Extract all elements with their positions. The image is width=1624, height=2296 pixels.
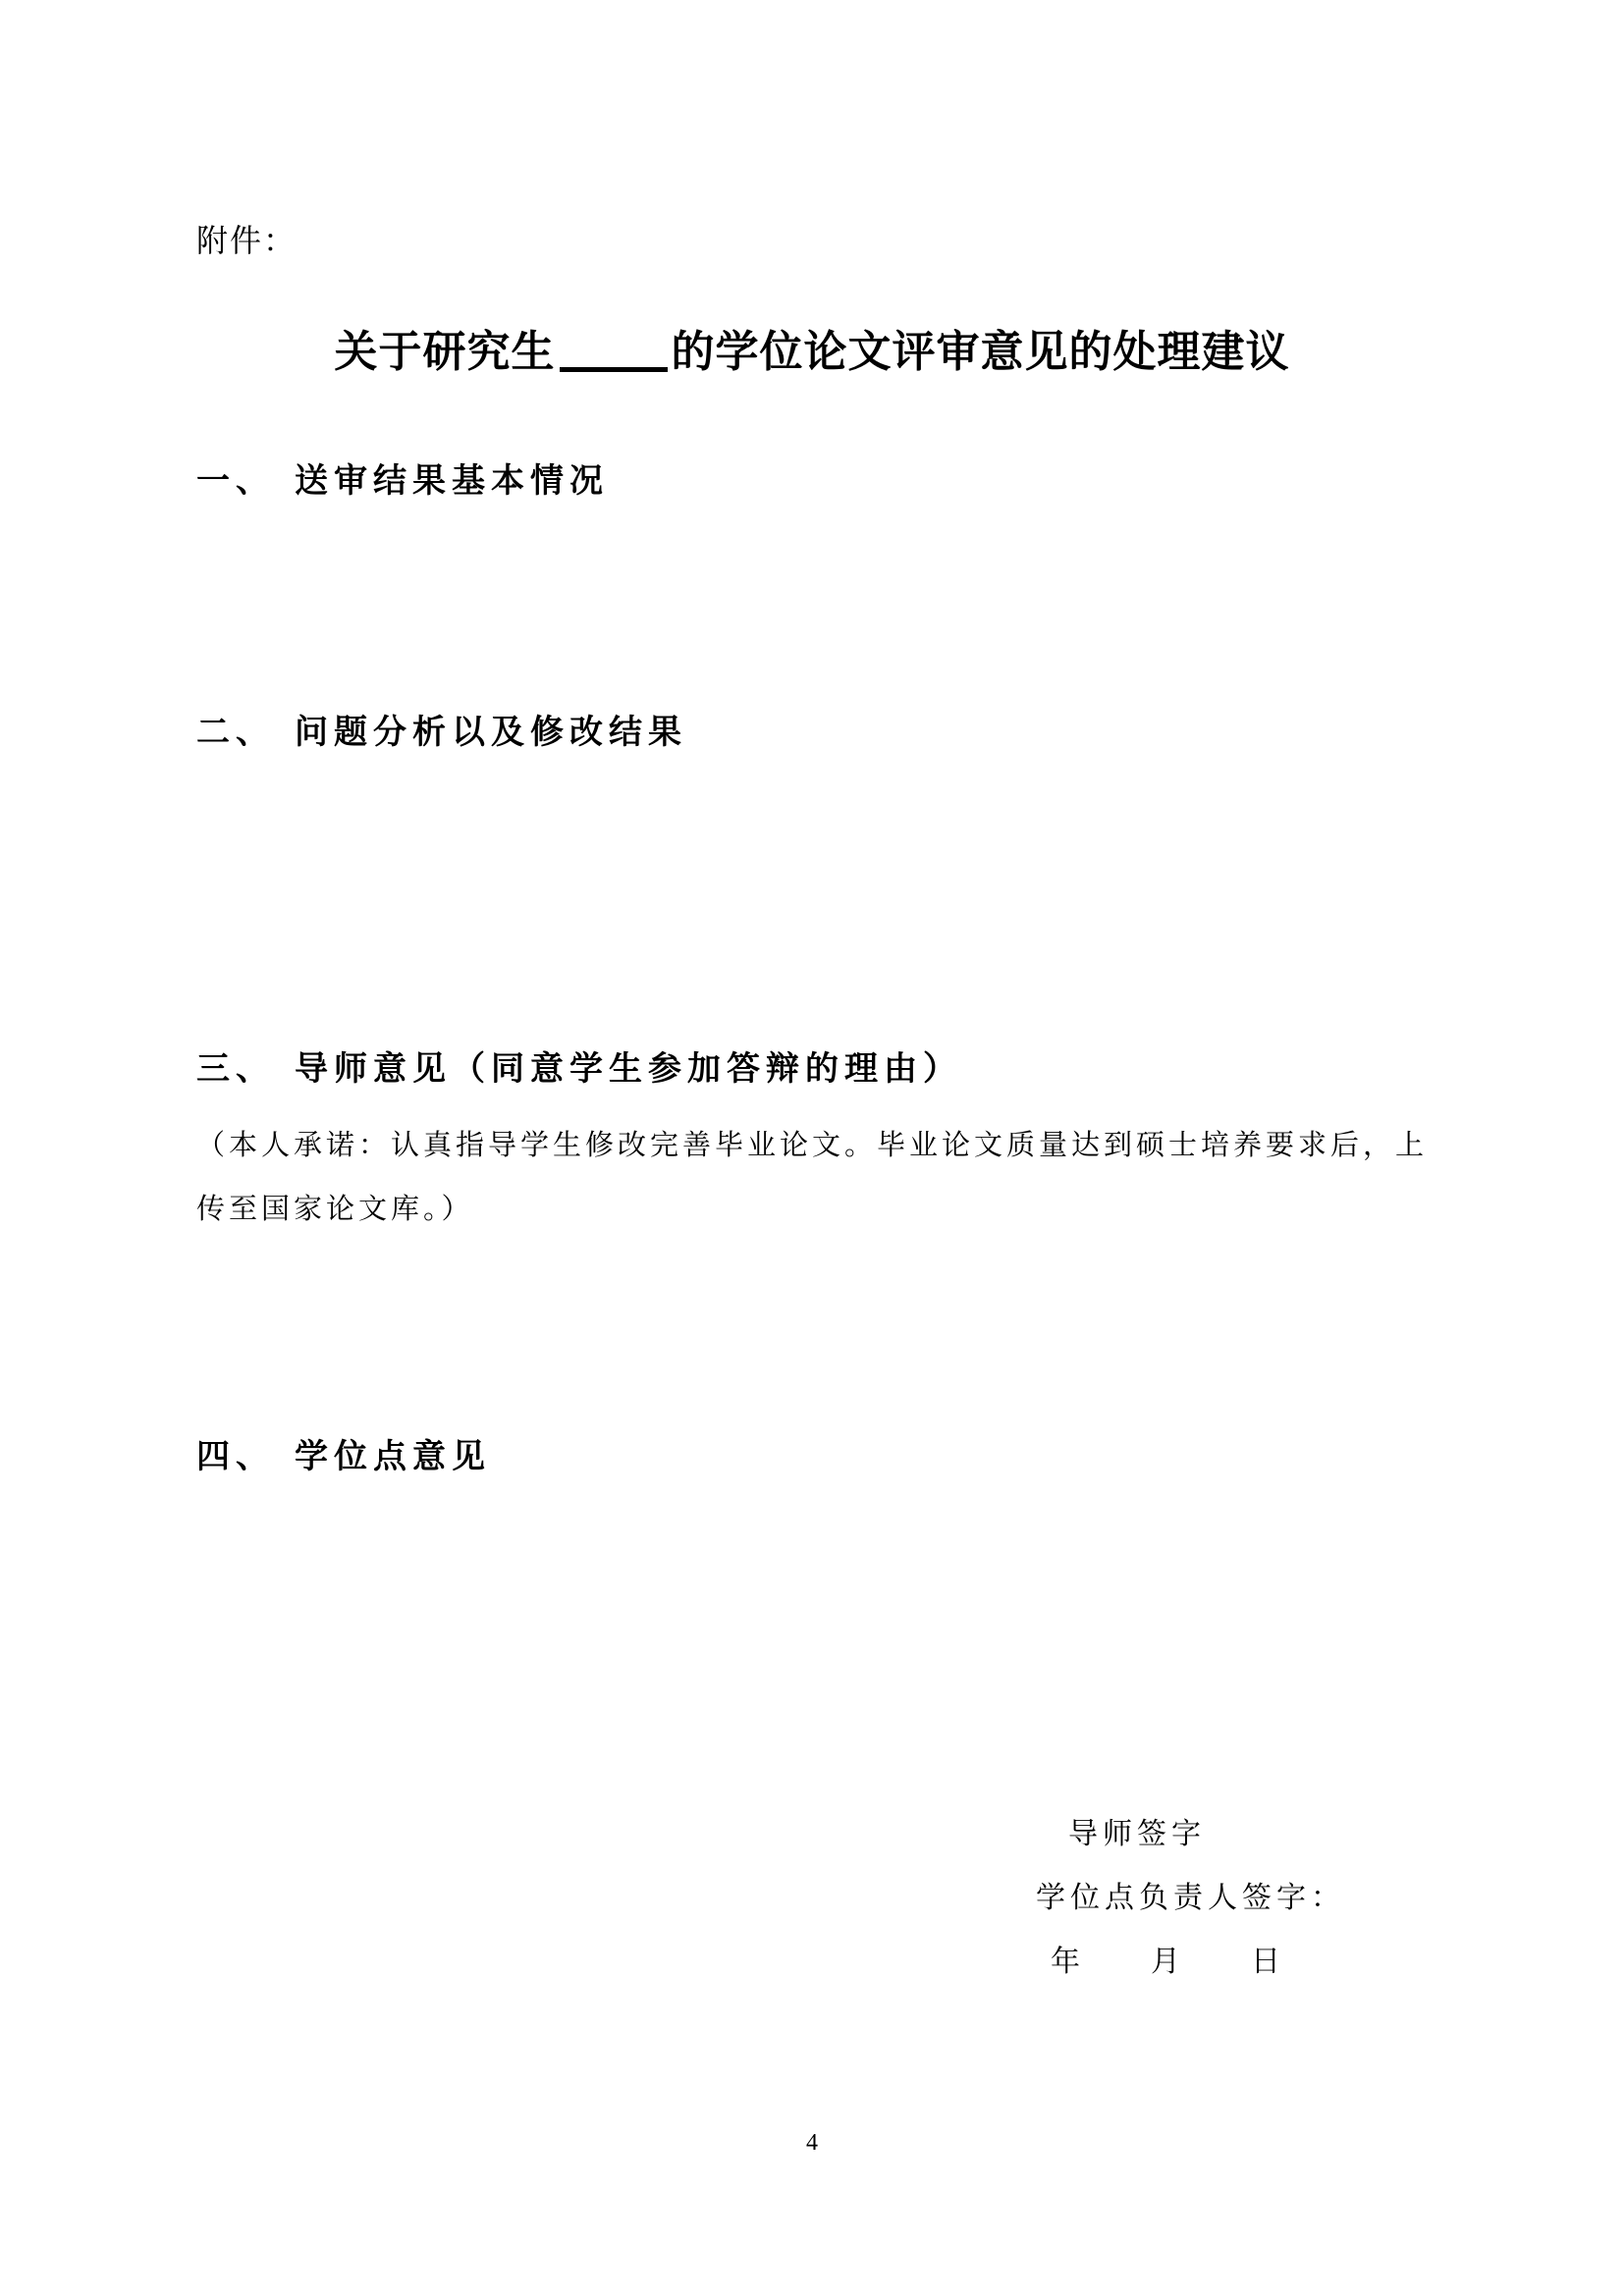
- section-title: 导师意见（同意学生参加答辩的理由）: [295, 1049, 962, 1089]
- section-title: 送审结果基本情况: [295, 461, 609, 501]
- date-day-label: 日: [1251, 1945, 1285, 1979]
- section-number: 二、: [196, 713, 275, 752]
- date-month-label: 月: [1151, 1945, 1185, 1979]
- title-suffix: 的学位论文评审意见的处理建议: [671, 327, 1290, 377]
- section-number: 三、: [196, 1049, 275, 1089]
- program-head-signature-label: 学位点负责人签字：: [1036, 1881, 1345, 1915]
- title-prefix: 关于研究生: [334, 327, 556, 377]
- section-1-heading: [196, 454, 609, 502]
- page-number: 4: [806, 2130, 818, 2156]
- advisor-pledge-line-1: （本人承诺：认真指导学生修改完善毕业论文。毕业论文质量达到硕士培养要求后，上: [196, 1128, 1429, 1161]
- attachment-label: 附件：: [196, 222, 298, 259]
- section-3-heading: [196, 1041, 962, 1090]
- student-name-blank: [560, 328, 668, 372]
- section-4-heading: [196, 1429, 491, 1477]
- signature-date: [1051, 1937, 1285, 1980]
- section-number: 四、: [196, 1437, 275, 1476]
- document-title: [0, 316, 1624, 379]
- date-year-label: 年: [1051, 1945, 1085, 1979]
- section-title: 学位点意见: [295, 1437, 491, 1476]
- section-number: 一、: [196, 461, 275, 501]
- section-title: 问题分析以及修改结果: [295, 713, 687, 752]
- section-2-heading: [196, 705, 687, 753]
- advisor-pledge-line-2: 传至国家论文库。）: [196, 1192, 474, 1225]
- advisor-signature-label: 导师签字: [1068, 1817, 1206, 1851]
